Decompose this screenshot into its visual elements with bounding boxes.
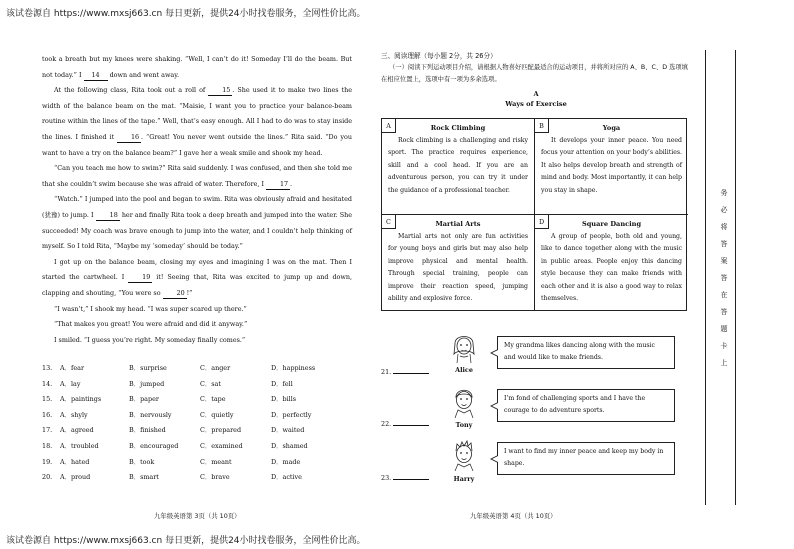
table-title: Ways of Exercise [505,100,567,108]
page-footer-right: 九年级英语第 4页（共 10页） [470,512,557,520]
paragraph: “I wasn’t,” I shook my head. “I was super scared up there.” [54,304,247,313]
option-letter: D [535,215,549,229]
speech-bubble: I’m fond of challenging sports and I have the courage to do adventure sports. [497,389,675,422]
question-number: 21. [381,368,429,376]
cell-title: Square Dancing [581,220,642,228]
option-letter: C [382,215,396,229]
reading-section-header [381,50,691,109]
person-name: Tony [455,421,473,429]
blank-15: 15 [208,86,232,96]
speech-bubble: I want to find my inner peace and keep my body in shape. [497,442,675,475]
cloze-passage [42,52,352,348]
cell-title: Rock Climbing [430,124,486,132]
option-row: 15. A．paintings B．paper C．tape D．bills [42,395,297,404]
section-title: 三、阅读理解（每小题 2分，共 26分） [381,52,497,60]
person-tony [381,385,691,433]
page-footer-left: 九年级英语第 3页（共 10页） [154,512,241,520]
top-banner: 该试卷源自 https://www.mxsj663.cn 每日更新，提供24小时找卷服务，全网性价比高。 [6,9,366,19]
paragraph: “That makes you great! You were afraid and did it anyway.” [54,320,248,329]
blank-16: 16 [117,133,141,143]
blank-18: 18 [96,211,120,221]
answer-line[interactable] [393,425,429,426]
speech-bubble: My grandma likes dancing along with the music and would like to make friends. [497,336,675,369]
paragraph: I got up on the balance beam, closing my eyes and imagining I was on the mat. Then I started the cartwheel. I 19 it! Seeing that, Rita was excited to jump up and down, clapping and shouting, “You were so 20 !” [42,257,353,297]
paragraph: At the following class, Rita took out a roll of 15 . She used it to make two lines the width of the balance beam on the mat. “Maisie, I want you to practice your balance-beam routine within the lines of the tape.” Well, that’s easy enough. All I had to do was to stay inside the lines. I finished it 16 . “Great! You never went outside the lines.” Rita said. “Do you want to have a try on the balance beam?” I gave her a weak smile and shook my head. [42,86,352,157]
option-row: 14. A．lay B．jumped C．sat D．fell [42,379,293,388]
exercise-cell-a [382,119,535,215]
exercise-cell-d [535,215,688,311]
cell-body: It develops your inner peace. You need focus your attention on your body’s abilities. It also helps develop breath and strength of mind and body. Most importantly, it can help you stay in shape. [541,137,682,194]
binding-divider [705,50,706,505]
question-number: 23. [381,474,429,482]
person-harry [381,438,691,486]
bottom-banner: 该试卷源自 https://www.mxsj663.cn 每日更新，提供24小时找卷服务，全网性价比高。 [6,536,366,546]
blank-17: 17 [266,180,290,190]
exercise-table [381,118,687,311]
cell-title: Yoga [602,124,621,132]
option-row: 13. A．fear B．surprise C．anger D．happiness [42,364,316,372]
person-name: Alice [455,366,473,374]
binding-divider [735,50,736,505]
option-row: 16. A．shyly B．nervously C．quietly D．perfectly [42,410,312,419]
answer-line[interactable] [393,479,429,480]
person-alice [381,330,691,378]
paragraph: I smiled. “I guess you’re right. My someday finally comes.” [54,335,246,344]
paragraph: “Watch.” I jumped into the pool and began to swim. Rita was obviously afraid and hesitated (犹豫) to jump. I 18 her and finally Rita took a deep breath and jumped into the water. She succeeded! My coach was brave enough to jump into the water, and I couldn’t help thinking of myself. So I told Rita, “Maybe my ‘someday’ should be today.” [42,195,352,251]
blank-14: 14 [84,71,108,81]
blank-20: 20 [163,289,187,299]
option-row: 19. A．hated B．took C．meant D．made [42,457,301,466]
exercise-cell-b [535,119,688,215]
paragraph: “Can you teach me how to swim?” Rita said suddenly. I was confused, and then she told me that she couldn’t swim because she was afraid of water. Therefore, I 17 . [42,164,352,188]
question-number: 22. [381,420,429,428]
option-row: 18. A．troubled B．encouraged C．examined D．shamed [42,441,308,450]
boy-face-icon [451,385,477,419]
answer-options [42,361,352,486]
answer-line[interactable] [393,373,429,374]
passage-label: A [533,90,539,98]
paragraph: took a breath but my knees were shaking. “Well, I can’t do it! Someday I’ll do the beam. But not today.” I 14 down and went away. [42,55,352,79]
option-letter: B [535,119,549,133]
cell-body: Rock climbing is a challenging and risky sport. The practice requires experience, skill and a cool head. If you are an adventurous person, you can try it under the guidance of a professional teacher. [388,137,528,194]
answer-sheet-notice: 务 必 将 答 案 答 在 答 题 卡 上 [720,189,728,367]
person-name: Harry [453,475,475,483]
cell-body: A group of people, both old and young, like to dance together along with the music in public areas. People enjoy this dancing style because they can make friends with each other and it is also a good way to relax themselves. [541,233,682,303]
option-row: 17. A．agreed B．finished C．prepared D．waited [42,426,305,435]
exercise-cell-c [382,215,535,311]
cell-title: Martial Arts [435,220,481,228]
cell-body: Martial arts not only are fun activities for young boys and girls but may also help improve physical and mental health. Through special training, people can improve their reaction speed, jumping ability and explosive force. [388,233,528,303]
option-row: 20. A．proud B．smart C．brave D．active [42,473,302,482]
section-instruction: （一）阅读下列运动项目介绍，请根据人物喜好匹配最适合的运动项目，并将所对应的 A、B、C、D 选项填在相应位置上，选项中有一项为多余选项。 [381,64,688,83]
girl-face-icon [451,330,477,364]
option-letter: A [382,119,396,133]
boy-face-icon [451,438,477,472]
blank-19: 19 [128,273,152,283]
